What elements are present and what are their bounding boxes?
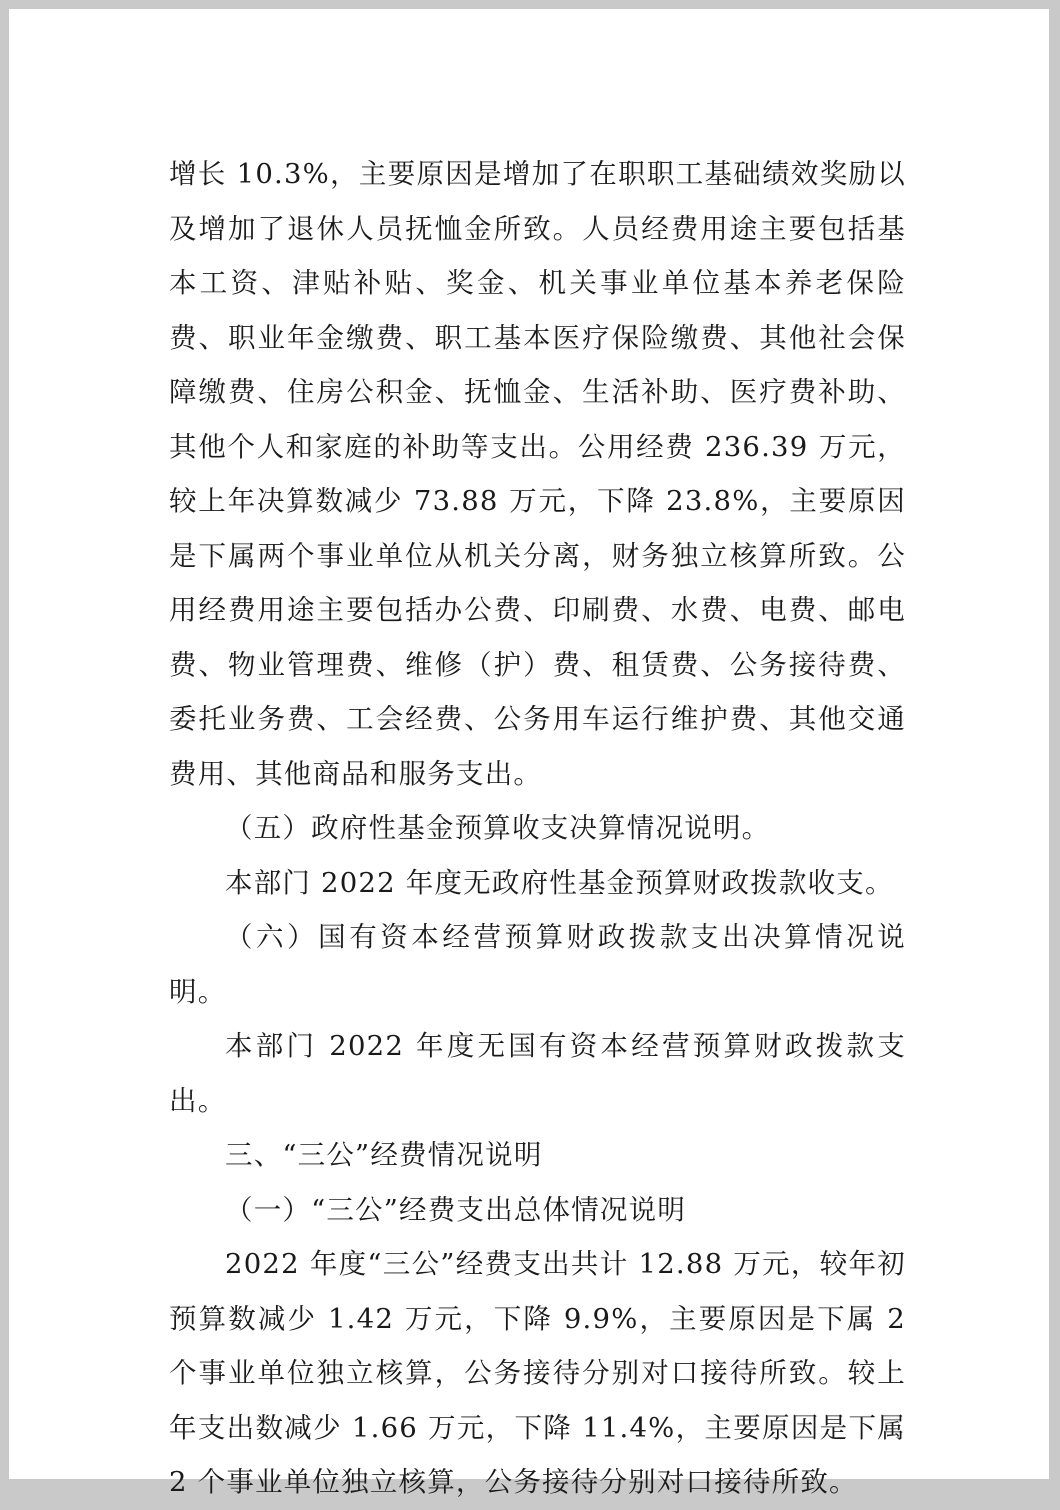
paragraph-three-public-overall: 2022 年度“三公”经费支出共计 12.88 万元，较年初预算数减少 1.42 万元，下降 9.9%，主要原因是下属 2 个事业单位独立核算，公务接待分别对口接待所致。较上年支出数减少 1.66 万元，下降 11.4%，主要原因是下属 2 个事业单位独立核算，公务接待分别对口接待所致。 (169, 1248, 906, 1498)
heading-three-public-expenses: 三、“三公”经费情况说明 (225, 1139, 543, 1171)
document-body (169, 147, 906, 1510)
paragraph-government-fund-none: 本部门 2022 年度无政府性基金预算财政拨款收支。 (225, 866, 894, 899)
heading-state-capital-budget: （六）国有资本经营预算财政拨款支出决算情况说明。 (169, 921, 906, 1008)
heading-government-fund-budget: （五）政府性基金预算收支决算情况说明。 (225, 812, 771, 844)
paragraph-state-capital-none: 本部门 2022 年度无国有资本经营预算财政拨款支出。 (169, 1030, 906, 1117)
heading-three-public-overall: （一）“三公”经费支出总体情况说明 (225, 1193, 687, 1226)
paragraph-personnel-and-public-expenses: 增长 10.3%，主要原因是增加了在职职工基础绩效奖励以及增加了退休人员抚恤金所致。人员经费用途主要包括基本工资、津贴补贴、奖金、机关事业单位基本养老保险费、职业年金缴费、职工基本医疗保险缴费、其他社会保障缴费、住房公积金、抚恤金、生活补助、医疗费补助、其他个人和家庭的补助等支出。公用经费 236.39 万元，较上年决算数减少 73.88 万元，下降 23.8%，主要原因是下属两个事业单位从机关分离，财务独立核算所致。公用经费用途主要包括办公费、印刷费、水费、电费、邮电费、物业管理费、维修（护）费、租赁费、公务接待费、委托业务费、工会经费、公务用车运行维护费、其他交通费用、其他商品和服务支出。 (169, 158, 906, 790)
document-page (9, 9, 1049, 1498)
